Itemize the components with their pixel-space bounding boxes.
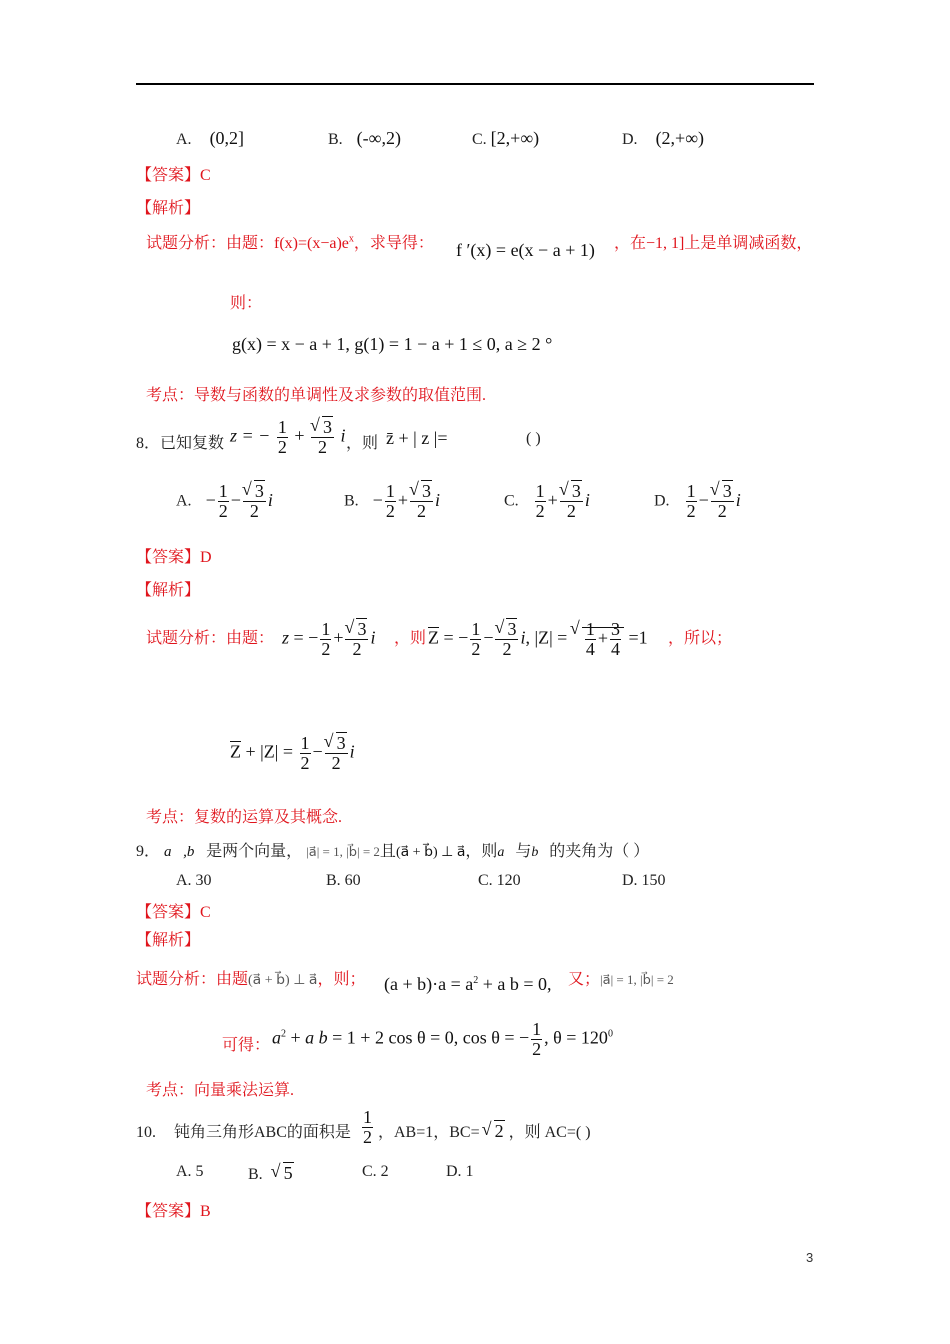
q10-option-b: B. √ 5 bbox=[248, 1163, 294, 1184]
q8-expression: z̄ + | z |= bbox=[386, 428, 448, 448]
q9-kede: 可得： bbox=[222, 1037, 271, 1054]
q7-option-b: B. (-∞,2) bbox=[328, 128, 401, 148]
q9-option-b: B. 60 bbox=[326, 872, 361, 889]
q8-suoyi: ，所以； bbox=[668, 630, 733, 647]
q7-analysis-line1: 试题分析：由题：$f(x)=(x-a)e^x$，求导得： bbox=[146, 233, 434, 252]
q8-stem: 8．已知复数 bbox=[136, 435, 225, 452]
q8-option-a: A. − $\frac{1}{2}$ − √ $\frac{3}{2}$ i bbox=[176, 482, 273, 521]
q9-dot-formula: $(a + b)\cdot a = a^2 + a$ b = 0, bbox=[384, 974, 552, 994]
q10-stem: 10. 钝角三角形ABC的面积是 bbox=[136, 1124, 351, 1141]
q7-analysis-line1-tail: ，在−1, 1]上是单调减函数， bbox=[614, 235, 813, 252]
q8-option-b: B. − $\frac{1}{2}$ + √ $\frac{3}{2}$ i bbox=[344, 482, 440, 521]
q8-analysis-formula: z = − $\frac{1}{2}$ + √ $\frac{3}{2}$ i bbox=[282, 620, 376, 659]
q8-conjugate-formula: $\overline{Z}$ = − $\frac{1}{2}$ − √ $\frac{3}{2}$ i, |Z| = √ $\frac{1}{4}$ + $\frac{3}{4}$ =1 bbox=[428, 620, 648, 659]
q7-derivative-formula: f ′(x) = e(x − a + 1) bbox=[456, 240, 595, 260]
q9-analysis-line1: 试题分析：由题(a⃗ + b⃗) ⊥ a⃗，则； bbox=[136, 971, 366, 988]
q8-answer: 【答案】D bbox=[136, 549, 212, 566]
q7-answer: 【答案】C bbox=[136, 167, 211, 184]
header-rule bbox=[136, 83, 814, 85]
q7-then: 则： bbox=[230, 295, 263, 312]
q8-z-definition: z = − $\frac{1}{2}$ + √ $\frac{3}{2}$ i bbox=[230, 418, 345, 457]
q8-result-formula: $\overline{Z} + |Z|$ = $\frac{1}{2}$ − √ $\frac{3}{2}$ i bbox=[230, 734, 355, 773]
q8-paren: ( ) bbox=[526, 430, 541, 447]
q10-option-c: C. 2 bbox=[362, 1163, 389, 1180]
q7-g-formula: g(x) = x − a + 1, g(1) = 1 − a + 1 ≤ 0, a ≥ 2 ° bbox=[232, 334, 553, 354]
q9-stem: 9． a⃗,b⃗是两个向量， |a⃗| = 1, |b⃗| = 2且(a⃗ + b⃗) ⊥ a⃗，则a⃗与b⃗的夹角为（ ） bbox=[136, 843, 650, 860]
q7-analysis-tag: 【解析】 bbox=[136, 200, 201, 217]
q9-kaodian: 考点：向量乘法运算. bbox=[146, 1082, 295, 1099]
q8-option-c: C. $\frac{1}{2}$ + √ $\frac{3}{2}$ i bbox=[504, 482, 590, 521]
q9-option-d: D. 150 bbox=[622, 872, 666, 889]
q8-analysis-then: ，则 bbox=[394, 630, 427, 647]
q10-option-d: D. 1 bbox=[446, 1163, 474, 1180]
q10-option-a: A. 5 bbox=[176, 1163, 204, 1180]
page-number: 3 bbox=[806, 1250, 814, 1265]
q8-analysis-pre: 试题分析：由题： bbox=[146, 630, 275, 647]
q9-result-formula: $a^2 + a$ b = 1 + 2 cos θ = 0, cos θ = − $\frac{1}{2}$ , $\theta = 120^0$ bbox=[272, 1019, 613, 1059]
q10-stem-mid: ，AB=1，BC= √ 2 ，则 AC=( ) bbox=[378, 1119, 591, 1142]
q8-kaodian: 考点：复数的运算及其概念. bbox=[146, 809, 343, 826]
q8-then: ，则 bbox=[346, 435, 379, 452]
q9-option-c: C. 120 bbox=[478, 872, 521, 889]
q9-analysis-tag: 【解析】 bbox=[136, 932, 201, 949]
q9-option-a: A. 30 bbox=[176, 872, 212, 889]
q8-analysis-tag: 【解析】 bbox=[136, 582, 201, 599]
q7-kaodian: 考点：导数与函数的单调性及求参数的取值范围. bbox=[146, 387, 487, 404]
q10-area-fraction: $\frac{1}{2}$ bbox=[363, 1107, 372, 1147]
q9-answer: 【答案】C bbox=[136, 904, 211, 921]
q9-you: 又；|a⃗| = 1, |b⃗| = 2 bbox=[568, 971, 674, 988]
q10-answer: 【答案】B bbox=[136, 1203, 211, 1220]
q8-option-d: D. $\frac{1}{2}$ − √ $\frac{3}{2}$ i bbox=[654, 482, 741, 521]
q7-option-c: C. [2,+∞) bbox=[472, 128, 540, 148]
q7-option-a: A. (0,2] bbox=[176, 128, 245, 148]
q7-option-d: D. (2,+∞) bbox=[622, 128, 705, 148]
